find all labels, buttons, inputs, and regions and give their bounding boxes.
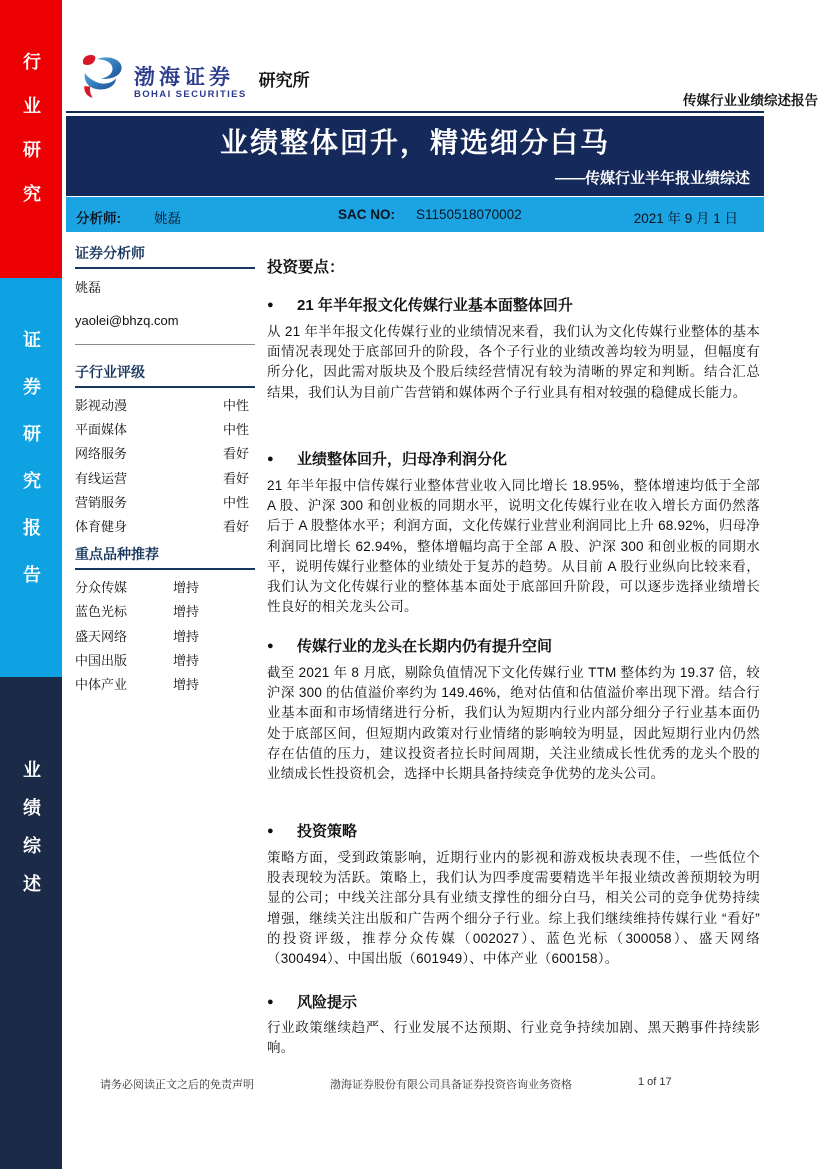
report-date: 2021 年 9 月 1 日	[633, 211, 738, 226]
bullet-icon: ●	[267, 453, 274, 465]
main-content	[267, 255, 760, 1056]
left-info-panel	[75, 243, 255, 698]
rating-value: 看好	[223, 446, 250, 462]
section-heading	[267, 822, 760, 841]
section-title: 投资策略	[297, 823, 358, 840]
sidebar-performance-summary	[0, 677, 62, 1169]
bullet-icon: ●	[267, 640, 274, 652]
section-body: 21 年半年报中信传媒行业整体营业收入同比增长 18.95%，整体增速均低于全部 A 股、沪深 300 和创业板的同期水平，说明文化传媒行业在收入增长方面仍然落后于 A 股整体水平；利润方面，文化传媒行业营业利润同比上升 68.92%，归母净利润同比增长 62.94%，整体增幅均高于全部 A 股、沪深 300 和创业板的同期水平，说明传媒行业整体的业绩处于复苏的趋势。从目前 A 股行业纵向比较来看，我们认为文化传媒行业的整体基本面处于底部回升阶段，可以逐步选择业绩增长性良好的相关龙头公司。	[267, 478, 760, 615]
table-row	[75, 601, 255, 625]
footer-qualification: 渤海证券股份有限公司具备证券投资咨询业务资格	[330, 1079, 572, 1091]
table-row	[75, 577, 255, 601]
pick-name: 盛天网络	[75, 628, 128, 644]
subindustry-rating-heading: 子行业评级	[75, 362, 255, 388]
section-heading	[267, 450, 760, 469]
rating-name: 网络服务	[75, 446, 128, 462]
investment-highlights-heading: 投资要点：	[267, 259, 345, 276]
bohai-logo-icon	[78, 53, 128, 101]
logo-text	[134, 65, 247, 101]
pick-rating: 增持	[173, 652, 200, 668]
logo-en-text: BOHAI SECURITIES	[134, 89, 247, 100]
rating-name: 影视动漫	[75, 398, 128, 413]
rating-value: 看好	[223, 470, 250, 486]
bullet-icon: ●	[267, 996, 274, 1008]
rating-value: 中性	[223, 422, 250, 438]
pick-rating: 增持	[173, 580, 200, 596]
pick-rating: 增持	[173, 604, 200, 620]
pick-name: 中体产业	[75, 676, 128, 692]
research-institute-label: 研究所	[258, 71, 310, 90]
sac-no-label: SAC NO:	[338, 207, 395, 222]
bullet-icon: ●	[267, 825, 274, 837]
rating-name: 体育健身	[75, 518, 128, 534]
rating-value: 看好	[223, 518, 250, 534]
section-title: 传媒行业的龙头在长期内仍有提升空间	[297, 638, 553, 655]
table-row	[75, 468, 255, 492]
analyst-label: 分析师:	[76, 211, 121, 226]
title-banner	[66, 116, 764, 196]
section-heading	[267, 296, 760, 315]
rating-name: 平面媒体	[75, 422, 128, 438]
section-heading	[267, 637, 760, 656]
key-picks-table	[75, 577, 255, 698]
pick-name: 中国出版	[75, 652, 128, 668]
table-row	[75, 650, 255, 674]
pick-rating: 增持	[173, 628, 200, 644]
section-title: 业绩整体回升，归母净利润分化	[297, 451, 508, 468]
analyst-meta-bar	[66, 197, 764, 232]
logo-cn-text: 渤海证券	[134, 65, 234, 89]
section-heading	[267, 993, 760, 1012]
report-title: 业绩整体回升，精选细分白马	[219, 127, 610, 158]
panel-analyst-name: 姚磊	[75, 280, 102, 295]
securities-research-report-label: 证券研究报告	[21, 330, 41, 612]
pick-name: 蓝色光标	[75, 604, 128, 620]
pick-rating: 增持	[173, 676, 200, 692]
analyst-name: 姚磊	[154, 211, 181, 226]
rating-value: 中性	[223, 494, 250, 510]
sac-no-value: S1150518070002	[416, 207, 522, 222]
sidebar-industry-research	[0, 0, 62, 278]
table-row	[75, 516, 255, 540]
table-row	[75, 626, 255, 650]
rating-name: 营销服务	[75, 494, 128, 510]
bohai-securities-logo	[78, 53, 310, 101]
table-row	[75, 443, 255, 467]
panel-divider	[75, 344, 255, 345]
bullet-icon: ●	[267, 299, 274, 311]
section-body: 从 21 年半年报文化传媒行业的业绩情况来看，我们认为文化传媒行业整体的基本面情况表现处于底部回升的阶段，各个子行业的业绩改善均较为明显，但幅度有所分化，因此需对版块及个股后续经营情况有较为清晰的界定和判断。结合汇总结果，我们认为目前广告营销和媒体两个子行业具有相对较强的稳健成长能力。	[267, 324, 760, 400]
performance-summary-label: 业绩综述	[21, 760, 41, 912]
banner-top-rule	[66, 111, 764, 113]
analyst-section-heading: 证券分析师	[75, 243, 255, 269]
table-row	[75, 674, 255, 698]
section-body: 截至 2021 年 8 月底，剔除负值情况下文化传媒行业 TTM 整体约为 19.37 倍，较沪深 300 的估值溢价率约为 149.46%，绝对估值和估值溢价率出现下滑。结合行业基本面和市场情绪进行分析，我们认为短期内行业内部分细分子行业基本面仍处于底部区间，但短期内政策对行业情绪的影响较为明显，因此短期行业内仍然存在估值的压力，建议投资者拉长时间周期，关注业绩成长性优秀的龙头个股的业绩成长性投资机会，选择中长期具备持续竞争优势的龙头公司。	[267, 665, 760, 782]
footer-disclaimer: 请务必阅读正文之后的免责声明	[100, 1079, 254, 1091]
table-row	[75, 395, 255, 419]
section-title: 21 年半年报文化传媒行业基本面整体回升	[297, 297, 573, 314]
table-row	[75, 419, 255, 443]
rating-value: 中性	[223, 398, 250, 413]
sidebar-securities-research-report	[0, 278, 62, 677]
analyst-email: yaolei@bhzq.com	[75, 313, 179, 328]
industry-research-label: 行业研究	[21, 52, 41, 228]
report-subtitle: ——传媒行业半年报业绩综述	[554, 170, 750, 187]
subindustry-rating-table	[75, 395, 255, 540]
section-body: 行业政策继续趋严、行业发展不达预期、行业竞争持续加剧、黑天鹅事件持续影响。	[267, 1020, 760, 1056]
section-title: 风险提示	[297, 994, 358, 1011]
section-body: 策略方面，受到政策影响，近期行业内的影视和游戏板块表现不佳，一些低位个股表现较为活跃。策略上，我们认为四季度需要精选半年报业绩改善预期较为明显的公司；中线关注部分具有业绩支撑性的细分白马，相关公司的竞争优势持续增强，继续关注出版和广告两个细分子行业。综上我们继续维持传媒行业 “看好” 的投资评级，推荐分众传媒（002027）、蓝色光标（300058）、盛天网络（300494）、中国出版（601949）、中体产业（600158）。	[267, 850, 760, 967]
report-type-tag: 传媒行业业绩综述报告	[683, 93, 818, 108]
rating-name: 有线运营	[75, 470, 128, 486]
table-row	[75, 492, 255, 516]
pick-name: 分众传媒	[75, 580, 128, 596]
key-picks-heading: 重点品种推荐	[75, 544, 255, 570]
page-number: 1 of 17	[638, 1076, 672, 1088]
